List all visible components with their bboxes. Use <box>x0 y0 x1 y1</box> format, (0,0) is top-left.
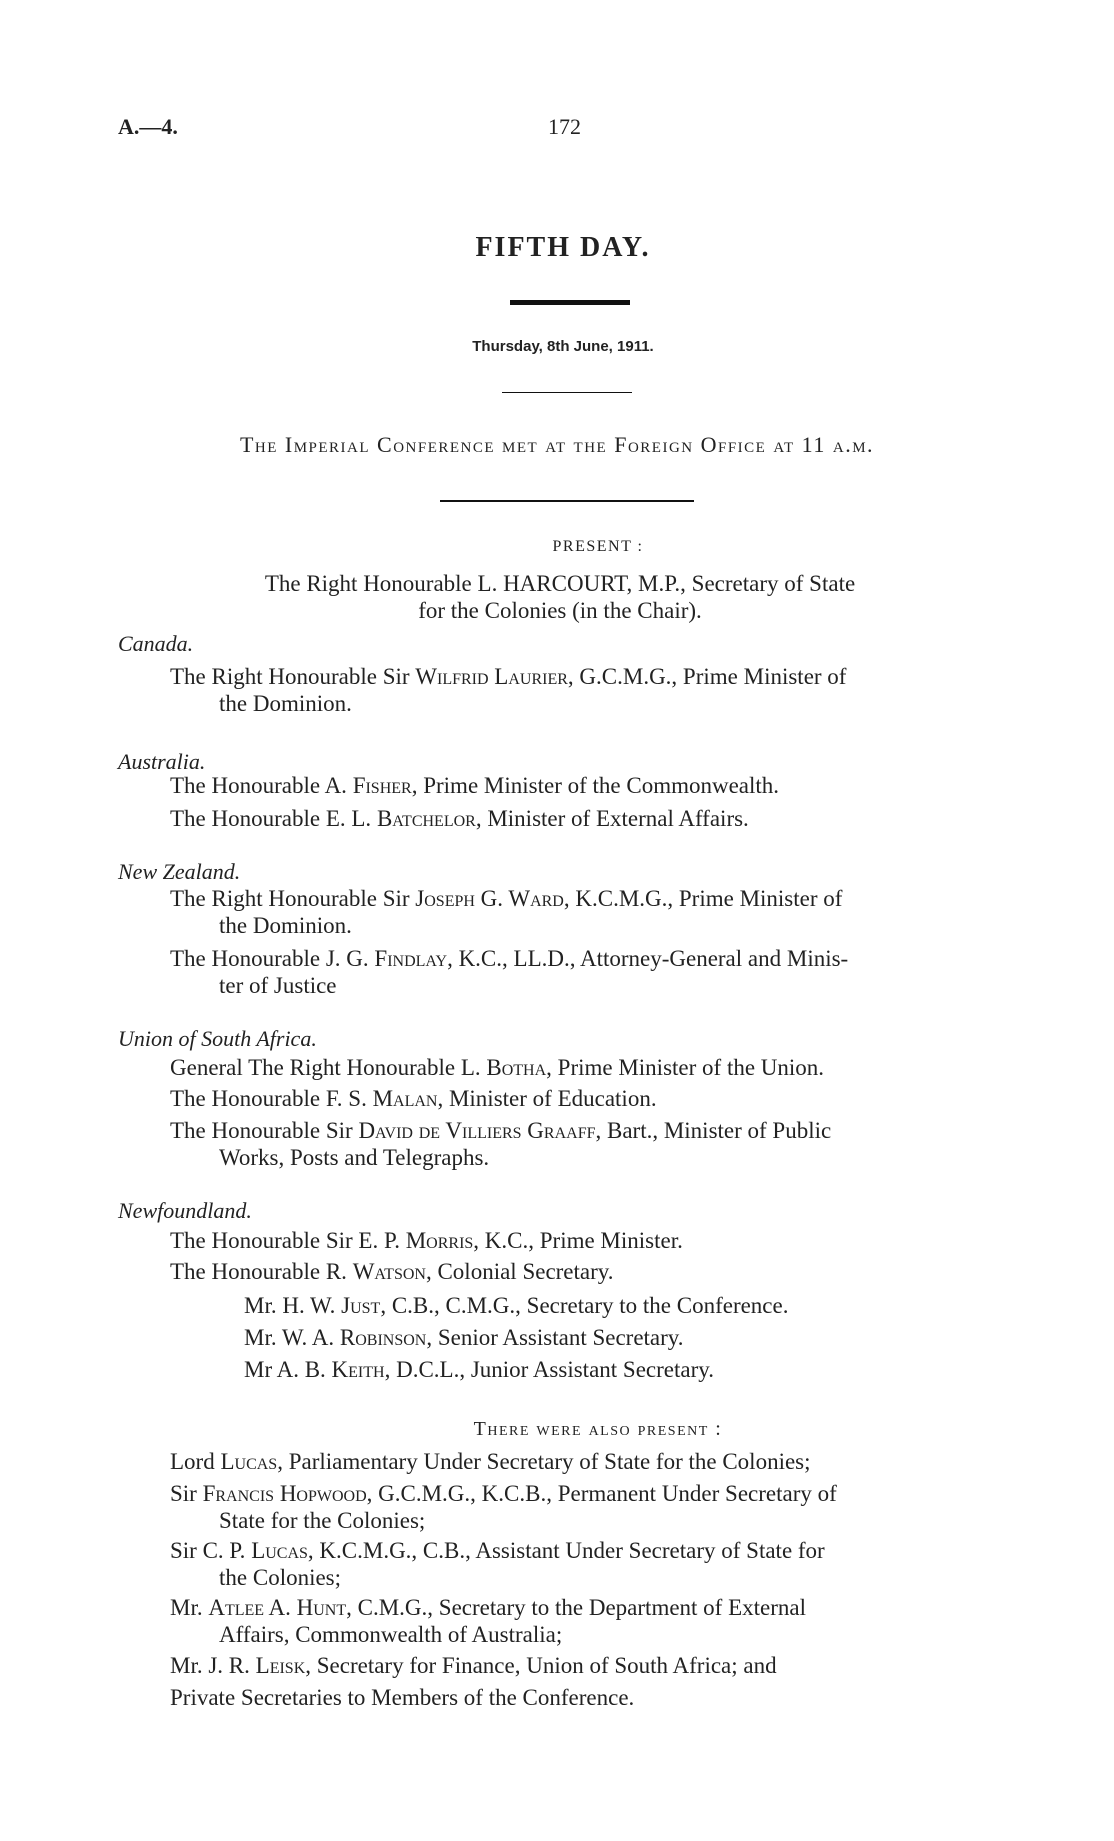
attendee-name: Atlee A. Hunt <box>208 1595 347 1620</box>
delegate-entry: The Right Honourable Sir Joseph G. Ward, K.C.M.G., Prime Minister of the Dominion. <box>170 886 843 938</box>
attendee-entry: Sir C. P. Lucas, K.C.M.G., C.B., Assistant Under Secretary of State for the Colonies; <box>170 1538 825 1590</box>
secretary-entry: Mr A. B. Keith, D.C.L., Junior Assistant Secretary. <box>244 1357 715 1382</box>
secretary-name: Keith <box>331 1357 385 1382</box>
meeting-date: Thursday, 8th June, 1911. <box>472 338 654 355</box>
delegate-name: Malan <box>372 1086 438 1111</box>
attendee-name: Francis Hopwood <box>202 1481 367 1506</box>
delegate-entry: The Honourable F. S. Malan, Minister of Education. <box>170 1086 657 1111</box>
also-present-heading: There were also present : <box>473 1418 723 1440</box>
delegate-name: Wilfrid Laurier <box>415 664 568 689</box>
delegate-entry: The Honourable Sir E. P. Morris, K.C., Prime Minister. <box>170 1228 683 1253</box>
present-heading: PRESENT : <box>552 538 644 555</box>
delegate-entry: General The Right Honourable L. Botha, Prime Minister of the Union. <box>170 1055 825 1080</box>
date-rule <box>502 392 632 393</box>
secretary-name: Just <box>341 1293 381 1318</box>
delegate-entry: The Honourable J. G. Findlay, K.C., LL.D., Attorney-General and Minis- ter of Justice <box>170 946 849 998</box>
meeting-statement: The Imperial Conference met at the Foreign Office at 11 a.m. <box>239 432 875 457</box>
delegate-name: Batchelor <box>376 806 476 831</box>
attendee-name: Lucas <box>251 1538 308 1563</box>
document-reference: A.—4. <box>118 114 178 139</box>
page-title: FIFTH DAY. <box>475 232 651 263</box>
delegate-name: Watson <box>352 1259 426 1284</box>
delegate-name: Morris <box>405 1228 474 1253</box>
delegate-name: Fisher <box>352 773 412 798</box>
chair-line-1: The Right Honourable L. HARCOURT, M.P., Secretary of State <box>264 571 856 596</box>
country-australia: Australia. <box>118 749 206 774</box>
secretary-entry: Mr. H. W. Just, C.B., C.M.G., Secretary to the Conference. <box>244 1293 789 1318</box>
attendee-entry: Private Secretaries to Members of the Conference. <box>170 1685 635 1710</box>
meeting-rule <box>440 500 694 502</box>
secretary-entry: Mr. W. A. Robinson, Senior Assistant Secretary. <box>244 1325 684 1350</box>
country-new-zealand: New Zealand. <box>118 859 241 884</box>
delegate-entry: The Honourable Sir David de Villiers Graaff, Bart., Minister of Public Works, Posts and Telegraphs. <box>170 1118 832 1170</box>
title-rule <box>510 300 630 305</box>
page-number: 172 <box>548 114 581 139</box>
delegate-entry: The Honourable A. Fisher, Prime Minister of the Commonwealth. <box>170 773 780 798</box>
attendee-entry: Lord Lucas, Parliamentary Under Secretary of State for the Colonies; <box>170 1449 811 1474</box>
delegate-entry: The Right Honourable Sir Wilfrid Laurier, G.C.M.G., Prime Minister of the Dominion. <box>170 664 847 716</box>
attendee-entry: Mr. Atlee A. Hunt, C.M.G., Secretary to the Department of External Affairs, Commonwealth of Australia; <box>170 1595 806 1647</box>
attendee-entry: Mr. J. R. Leisk, Secretary for Finance, Union of South Africa; and <box>170 1653 777 1678</box>
attendee-name: Leisk <box>255 1653 306 1678</box>
delegate-name: Joseph G. Ward <box>415 886 564 911</box>
chair-line-2: for the Colonies (in the Chair). <box>418 598 702 623</box>
delegate-name: David de Villiers Graaff <box>358 1118 596 1143</box>
attendee-name: Lucas <box>220 1449 278 1474</box>
delegate-entry: The Honourable E. L. Batchelor, Minister of External Affairs. <box>170 806 749 831</box>
attendee-entry: Sir Francis Hopwood, G.C.M.G., K.C.B., Permanent Under Secretary of State for the Colonies; <box>170 1481 837 1533</box>
country-newfoundland: Newfoundland. <box>118 1198 252 1223</box>
country-south-africa: Union of South Africa. <box>118 1026 317 1051</box>
secretary-name: Robinson <box>339 1325 427 1350</box>
chair-entry <box>160 570 960 624</box>
delegate-entry: The Honourable R. Watson, Colonial Secretary. <box>170 1259 614 1284</box>
delegate-name: Botha <box>486 1055 547 1080</box>
delegate-name: Findlay <box>374 946 448 971</box>
country-canada: Canada. <box>118 631 194 656</box>
